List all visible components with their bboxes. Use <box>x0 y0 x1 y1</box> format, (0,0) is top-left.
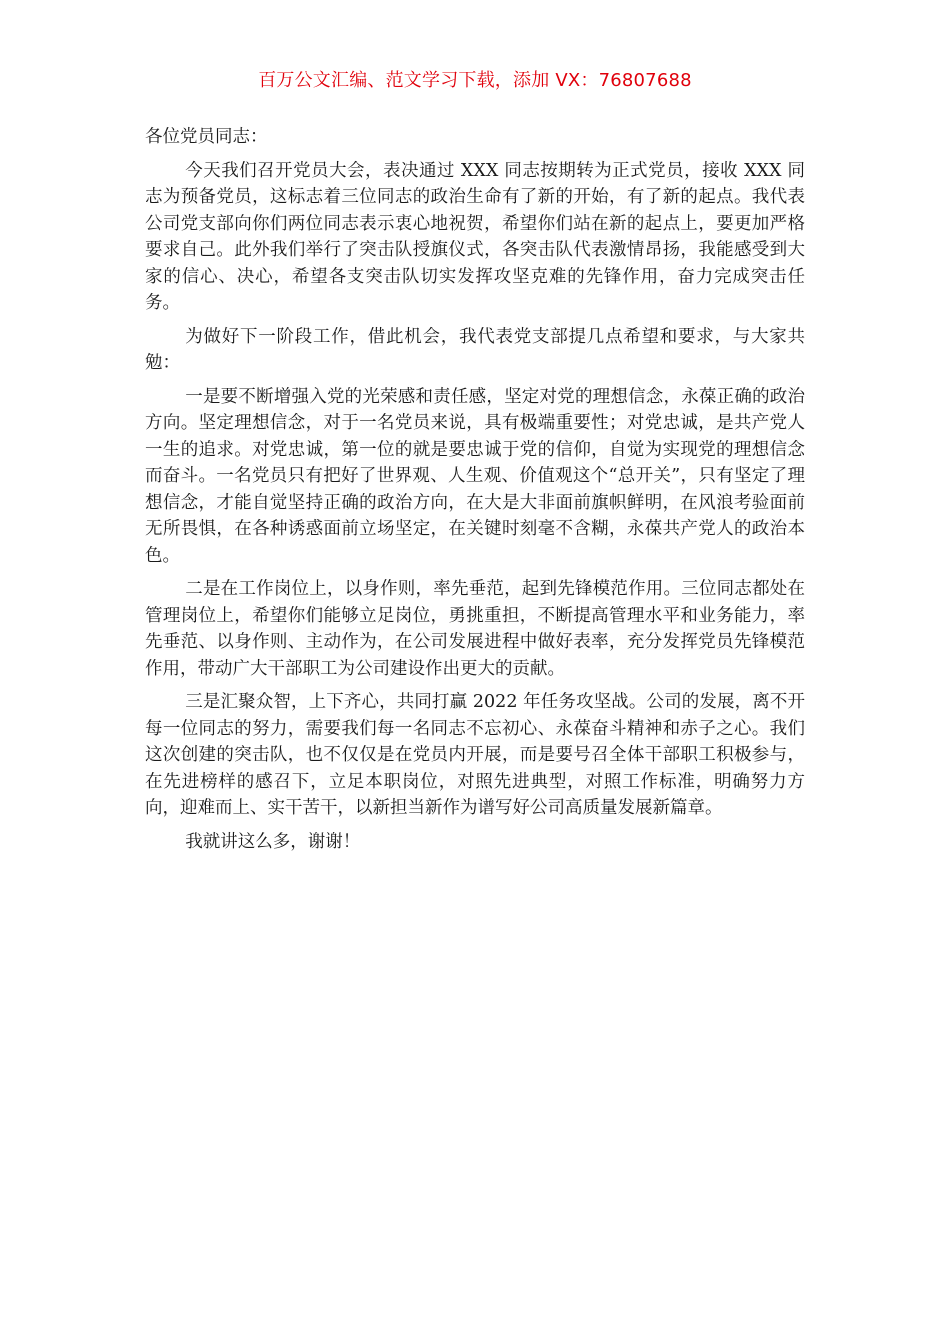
paragraph-point-three: 三是汇聚众智，上下齐心，共同打赢 2022 年任务攻坚战。公司的发展，离不开每一位同志的努力，需要我们每一名同志不忘初心、永葆奋斗精神和赤子之心。我们这次创建的突击队，也不仅仅是在党员内开展，而是要号召全体干部职工积极参与，在先进榜样的感召下，立足本职岗位，对照先进典型，对照工作标准，明确努力方向，迎难而上、实干苦干，以新担当新作为谱写好公司高质量发展新篇章。 <box>145 692 805 818</box>
paragraph-opening: 今天我们召开党员大会，表决通过 XXX 同志按期转为正式党员，接收 XXX 同志为预备党员，这标志着三位同志的政治生命有了新的开始，有了新的起点。我代表公司党支部向你们两位同志表示衷心地祝贺，希望你们站在新的起点上，要更加严格要求自己。此外我们举行了突击队授旗仪式，各突击队代表激情昂扬，我能感受到大家的信心、决心，希望各支突击队切实发挥攻坚克难的先锋作用，奋力完成突击任务。 <box>145 160 805 313</box>
salutation: 各位党员同志： <box>145 127 268 147</box>
document-body <box>145 124 805 862</box>
paragraph-point-two: 二是在工作岗位上，以身作则，率先垂范，起到先锋模范作用。三位同志都处在管理岗位上，希望你们能够立足岗位，勇挑重担，不断提高管理水平和业务能力，率先垂范、以身作则、主动作为，在公司发展进程中做好表率，充分发挥党员先锋模范作用，带动广大干部职工为公司建设作出更大的贡献。 <box>145 579 805 679</box>
watermark-header: 百万公文汇编、范文学习下载，添加 VX：76807688 <box>258 70 692 91</box>
paragraph-point-one: 一是要不断增强入党的光荣感和责任感，坚定对党的理想信念，永葆正确的政治方向。坚定理想信念，对于一名党员来说，具有极端重要性；对党忠诚，是共产党人一生的追求。对党忠诚，第一位的就是要忠诚于党的信仰，自觉为实现党的理想信念而奋斗。一名党员只有把好了世界观、人生观、价值观这个“总开关”，只有坚定了理想信念，才能自觉坚持正确的政治方向，在大是大非面前旗帜鲜明，在风浪考验面前无所畏惧，在各种诱惑面前立场坚定，在关键时刻毫不含糊，永葆共产党人的政治本色。 <box>145 386 805 566</box>
paragraph-intro-hopes: 为做好下一阶段工作，借此机会，我代表党支部提几点希望和要求，与大家共勉： <box>145 326 805 373</box>
paragraph-closing: 我就讲这么多，谢谢！ <box>185 831 361 852</box>
